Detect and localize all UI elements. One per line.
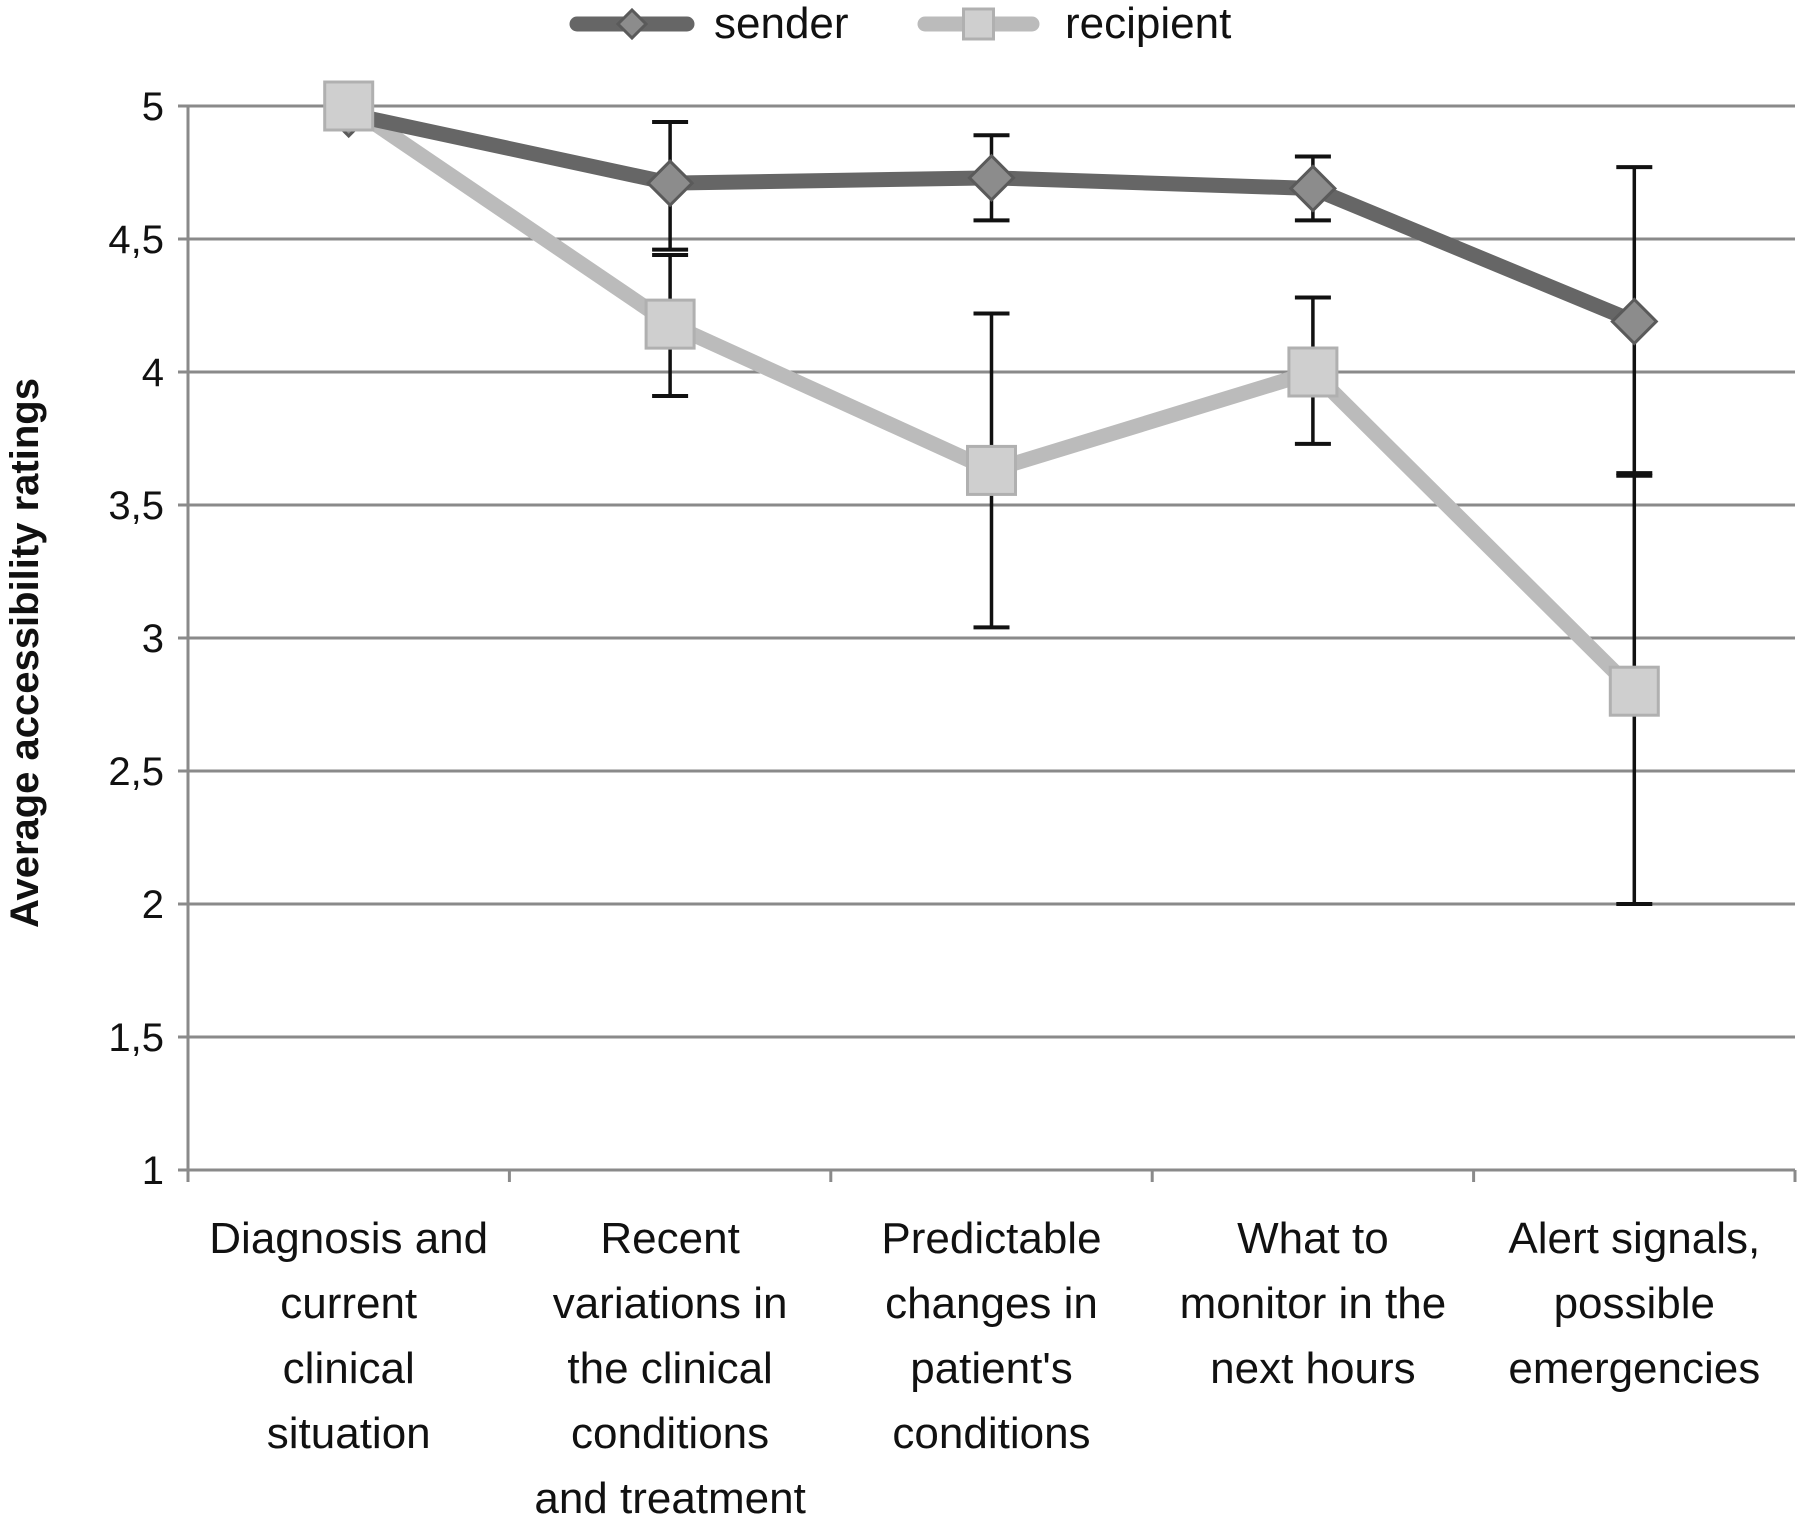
x-category-label-line: conditions (571, 1409, 770, 1458)
y-tick-label: 2,5 (108, 750, 164, 794)
y-axis-tick-labels (108, 85, 164, 1193)
x-category-label-line: variations in (552, 1279, 788, 1328)
legend-marker-sender (618, 10, 646, 38)
x-category-label-line: next hours (1210, 1344, 1416, 1393)
data-point-recipient (1289, 348, 1337, 396)
data-point-recipient (646, 300, 694, 348)
x-category-label-line: Recent (600, 1214, 740, 1263)
axes (178, 106, 1795, 1182)
y-tick-label: 4,5 (108, 218, 164, 262)
legend-label-recipient: recipient (1065, 0, 1232, 48)
legend-label-sender: sender (714, 0, 849, 48)
x-category-label-line: monitor in the (1179, 1279, 1447, 1328)
data-point-sender (1291, 166, 1335, 210)
legend (577, 0, 1231, 48)
y-tick-label: 5 (141, 85, 164, 129)
data-point-recipient (1610, 667, 1658, 715)
x-category-label-line: current (280, 1279, 418, 1328)
y-tick-label: 3,5 (108, 484, 164, 528)
x-category-label-line: clinical (282, 1344, 415, 1393)
x-category-label-line: conditions (892, 1409, 1091, 1458)
x-category-label-line: the clinical (567, 1344, 773, 1393)
y-tick-label: 4 (141, 351, 164, 395)
data-point-recipient (968, 446, 1016, 494)
y-tick-label: 1 (141, 1149, 164, 1193)
x-category-label-line: situation (266, 1409, 431, 1458)
x-category-label-line: possible (1553, 1279, 1716, 1328)
data-point-sender (648, 161, 692, 205)
data-point-sender (970, 156, 1014, 200)
x-category-label-line: Alert signals, (1508, 1214, 1761, 1263)
data-point-recipient (325, 82, 373, 130)
x-category-label-line: patient's (910, 1344, 1073, 1393)
x-category-label-line: Diagnosis and (209, 1214, 489, 1263)
y-tick-label: 2 (141, 883, 164, 927)
x-category-label-line: and treatment (534, 1474, 806, 1518)
y-tick-label: 3 (141, 617, 164, 661)
x-category-label-line: emergencies (1508, 1344, 1761, 1393)
x-category-label-line: changes in (885, 1279, 1098, 1328)
x-category-label-line: Predictable (881, 1214, 1102, 1263)
data-point-sender (1612, 299, 1656, 343)
x-axis-category-labels (209, 1214, 1760, 1518)
y-tick-label: 1,5 (108, 1016, 164, 1060)
x-category-label-line: What to (1237, 1214, 1389, 1263)
legend-marker-recipient (964, 9, 994, 39)
y-axis-title: Average accessibility ratings (3, 378, 47, 928)
